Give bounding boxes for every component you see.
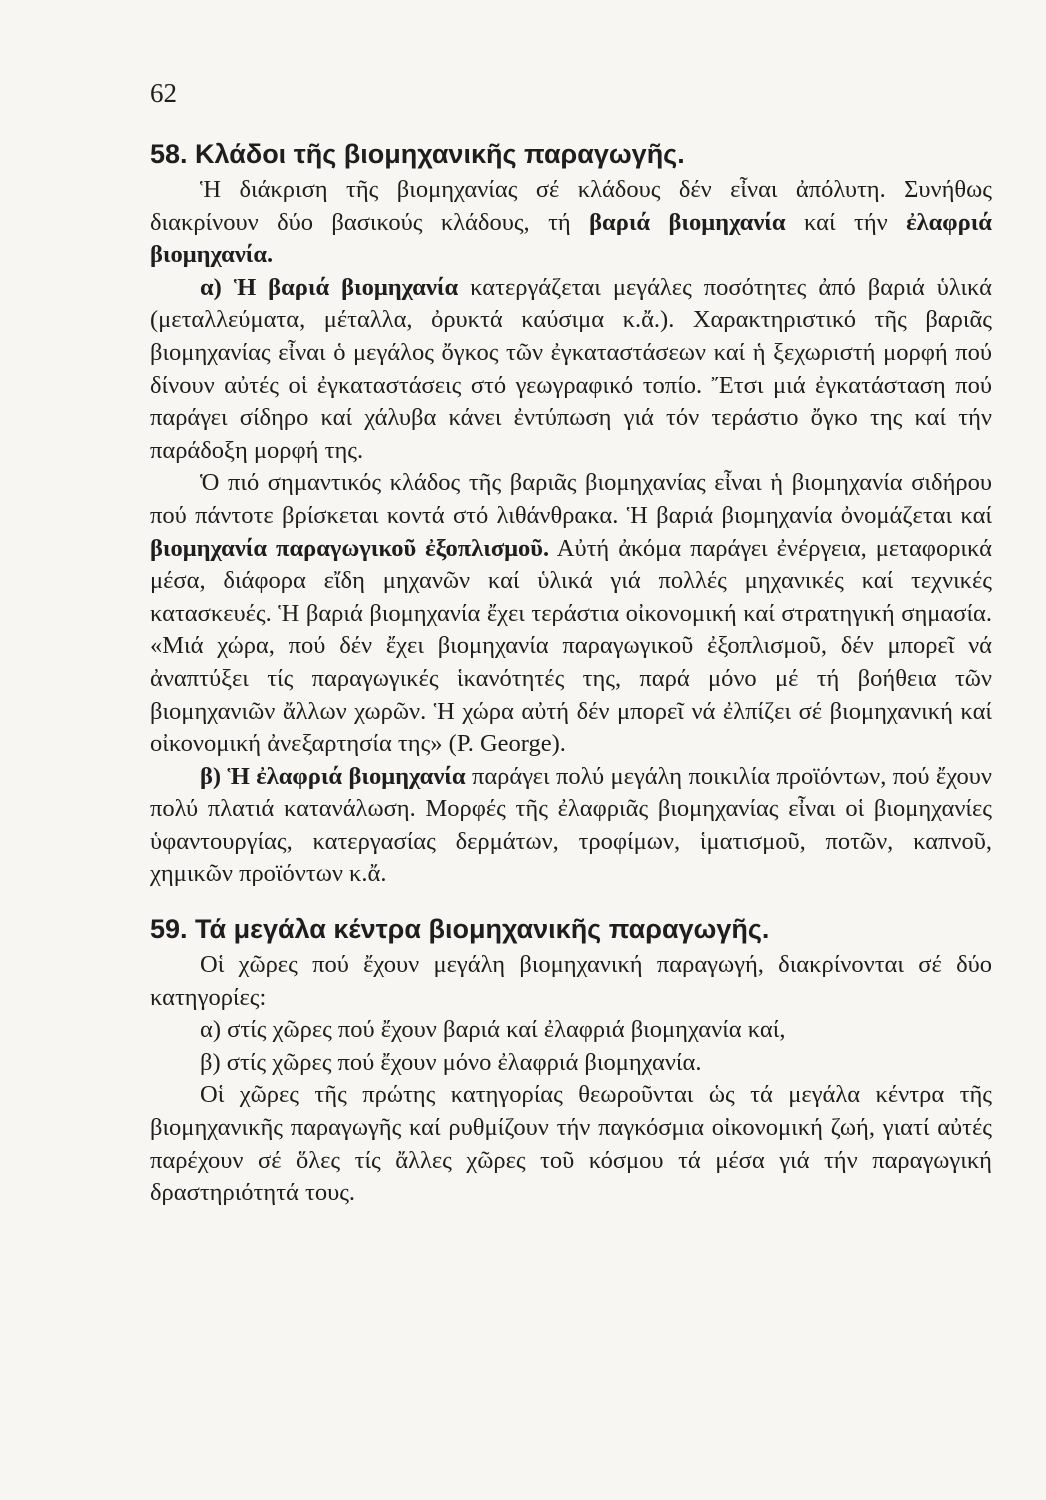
page-number: 62 [150, 78, 177, 108]
section-58-paragraph-2 [150, 272, 992, 468]
section-58-paragraph-1 [150, 174, 992, 272]
paragraph-text: παράγει πολύ μεγάλη ποικιλία προϊόντων, πού ἔχουν πολύ πλατιά κατανάλωση. Μορφές τῆς ἐλαφριᾶς βιομηχανίας εἶναι οἱ βιομηχανίες ὑφαντουργίας, κατεργασίας δερμάτων, τροφίμων, ἱματισμοῦ, ποτῶν, καπνοῦ, χημικῶν προϊόντων κ.ἄ. [150, 762, 992, 888]
bold-subheading-light-industry: β) Ἡ ἐλαφριά βιομηχανία [200, 762, 466, 790]
section-58-paragraph-3 [150, 467, 992, 760]
paragraph-text: κατεργάζεται μεγάλες ποσότητες ἀπό βαριά ὑλικά (μεταλλεύματα, μέταλλα, ὀρυκτά καύσιμα κ.ἄ.). Χαρακτηριστικό τῆς βαριᾶς βιομηχανίας εἶναι ὁ μεγάλος ὄγκος τῶν ἐγκαταστάσεων καί ἡ ξεχωριστή μορφή πού δίνουν αὐτές οἱ ἐγκαταστάσεις στό γεωγραφικό τοπίο. Ἔτσι μιά ἐγκατάσταση πού παράγει σίδηρο καί χάλυβα κάνει ἐντύπωση γιά τόν τεράστιο ὄγκο της καί τήν παράδοξη μορφή της. [150, 273, 992, 464]
paragraph-text: Ὁ πιό σημαντικός κλάδος τῆς βαριᾶς βιομηχανίας εἶναι ἡ βιομηχανία σιδήρου πού πάντοτε βρίσκεται κοντά στό λιθάνθρακα. Ἡ βαριά βιομηχανία ὀνομάζεται καί [150, 469, 992, 529]
section-58-paragraph-4 [150, 761, 992, 891]
bold-term-heavy-industry: βαριά βιομηχανία [589, 208, 786, 236]
bold-term-capital-goods-industry: βιομηχανία παραγωγικοῦ ἐξοπλισμοῦ. [150, 534, 550, 562]
list-item-a: α) στίς χῶρες πού ἔχουν βαριά καί ἐλαφριά βιομηχανία καί, [200, 1016, 786, 1044]
section-58-heading: 58. Κλάδοι τῆς βιομηχανικῆς παραγωγῆς. [150, 139, 685, 169]
section-59-paragraph-2: Οἱ χῶρες τῆς πρώτης κατηγορίας θεωροῦνται ὡς τά μεγάλα κέντρα τῆς βιομηχανικῆς παραγωγῆς καί ρυθμίζουν τήν παγκόσμια οἰκονομική ζωή, γιατί αὐτές παρέχουν σέ ὅλες τίς ἄλλες χῶρες τοῦ κόσμου τά μέσα γιά τήν παραγωγική δραστηριότητά τους. [150, 1081, 992, 1207]
section-59-paragraph-1: Οἱ χῶρες πού ἔχουν μεγάλη βιομηχανική παραγωγή, διακρίνονται σέ δύο κατηγορίες: [150, 951, 992, 1011]
paragraph-text: Αὐτή ἀκόμα παράγει ἐνέργεια, μεταφορικά μέσα, διάφορα εἴδη μηχανῶν καί ὑλικά γιά πολλές μηχανικές καί τεχνικές κατασκευές. Ἡ βαριά βιομηχανία ἔχει τεράστια οἰκονομική καί στρατηγική σημασία. «Μιά χώρα, πού δέν ἔχει βιομηχανία παραγωγικοῦ ἐξοπλισμοῦ, δέν μπορεῖ νά ἀναπτύξει τίς παραγωγικές ἱκανότητές της, παρά μόνο μέ τή βοήθεια τῶν βιομηχανιῶν ἄλλων χωρῶν. Ἡ χώρα αὐτή δέν μπορεῖ νά ἐλπίζει σέ βιομηχανική καί οἰκονομική ἀνεξαρτησία της» (P. George). [150, 534, 992, 758]
page-content [150, 138, 992, 1210]
paragraph-text: καί τήν [785, 208, 907, 236]
bold-subheading-heavy-industry: α) Ἡ βαριά βιομηχανία [200, 273, 459, 301]
section-59-heading: 59. Τά μεγάλα κέντρα βιομηχανικῆς παραγωγῆς. [150, 914, 770, 945]
bold-term-light-industry: ἐλαφριά βιομηχανία. [150, 208, 992, 269]
list-item-b: β) στίς χῶρες πού ἔχουν μόνο ἐλαφριά βιομηχανία. [200, 1048, 702, 1076]
paragraph-text: Ἡ διάκριση τῆς βιομηχανίας σέ κλάδους δέν εἶναι ἀπόλυτη. Συνήθως διακρίνουν δύο βασικούς κλάδους, τή [150, 176, 992, 236]
